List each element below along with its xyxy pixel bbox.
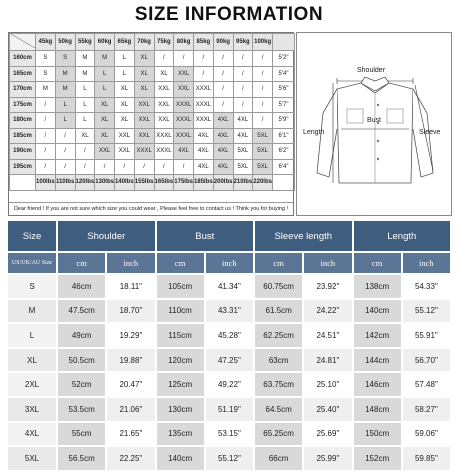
height-row [10, 97, 295, 113]
bust-cm-cell: 130cm [157, 398, 204, 421]
weight-lbs-cell: 155lbs [134, 175, 154, 191]
shoulder-cm-cell: 47.5cm [58, 300, 105, 323]
sleeve-in-cell: 25.99" [304, 447, 351, 470]
recommended-size-cell: XXL [174, 82, 194, 98]
recommended-size-cell: XXL [154, 113, 174, 129]
recommended-size-cell: L [75, 82, 95, 98]
weight-lbs-cell: 140lbs [115, 175, 135, 191]
recommended-size-cell: / [194, 51, 214, 67]
header-shoulder: Shoulder [58, 221, 155, 251]
recommended-size-cell: XL [134, 51, 154, 67]
recommended-size-cell: XL [134, 82, 154, 98]
sleeve-cm-cell: 66cm [255, 447, 302, 470]
weight-kg-header: 45kg [36, 34, 56, 51]
recommended-size-cell: M [55, 82, 75, 98]
recommended-size-cell: / [253, 97, 273, 113]
recommended-size-cell: M [75, 66, 95, 82]
recommended-size-cell: XL [95, 113, 115, 129]
recommended-size-cell: / [233, 97, 253, 113]
recommended-size-cell: 4XL [194, 144, 214, 160]
sleeve-in-cell: 24.22" [304, 300, 351, 323]
unit-cm: cm [354, 253, 401, 273]
recommended-size-cell: / [36, 144, 56, 160]
size-chart [6, 219, 452, 472]
bust-in-cell: 43.31" [206, 300, 253, 323]
contact-note: Dear friend ! If you are not sure which size you could wear , Please feel free to contact us ! Think you for buying ! [9, 202, 293, 215]
height-row [10, 82, 295, 98]
height-cell: 175cm [10, 97, 36, 113]
unit-inch: inch [107, 253, 154, 273]
header-bust: Bust [157, 221, 254, 251]
recommended-size-cell: L [55, 97, 75, 113]
unit-inch: inch [304, 253, 351, 273]
recommended-size-cell: / [194, 66, 214, 82]
blank-cell [10, 175, 36, 191]
recommended-size-cell: / [55, 128, 75, 144]
shoulder-label: Shoulder [357, 67, 386, 74]
recommended-size-cell: / [55, 159, 75, 175]
sleeve-cm-cell: 60.75cm [255, 275, 302, 298]
recommended-size-cell: 4XL [194, 128, 214, 144]
blank-cell [273, 175, 295, 191]
length-cm-cell: 148cm [354, 398, 401, 421]
recommended-size-cell: M [55, 66, 75, 82]
header-length: Length [354, 221, 451, 251]
recommended-size-cell: XXXL [194, 97, 214, 113]
bust-in-cell: 49.22" [206, 373, 253, 396]
recommended-size-cell: 4XL [213, 128, 233, 144]
weight-lbs-cell: 100lbs [36, 175, 56, 191]
weight-lbs-cell: 130lbs [95, 175, 115, 191]
height-row [10, 144, 295, 160]
shoulder-in-cell: 19.29" [107, 324, 154, 347]
recommended-size-cell: XXXL [154, 144, 174, 160]
shirt-drawing-icon [297, 33, 453, 217]
recommended-size-cell: / [233, 51, 253, 67]
weight-lbs-cell: 200lbs [213, 175, 233, 191]
recommended-size-cell: / [75, 159, 95, 175]
recommended-size-cell: L [95, 66, 115, 82]
header-sleeve: Sleeve length [255, 221, 352, 251]
weight-lbs-cell: 210lbs [233, 175, 253, 191]
recommended-size-cell: / [75, 144, 95, 160]
length-in-cell: 58.27" [403, 398, 450, 421]
recommended-size-cell: XXL [95, 144, 115, 160]
height-feet-cell: 6'4" [273, 159, 295, 175]
height-row [10, 51, 295, 67]
height-cell: 165cm [10, 66, 36, 82]
unit-cm: cm [255, 253, 302, 273]
recommended-size-cell: XL [115, 82, 135, 98]
bust-cm-cell: 135cm [157, 423, 204, 446]
recommended-size-cell: XXXL [174, 97, 194, 113]
recommended-size-cell: XXL [115, 144, 135, 160]
weight-kg-header: 90kg [213, 34, 233, 51]
recommended-size-cell: XXL [115, 128, 135, 144]
recommended-size-cell: XL [95, 128, 115, 144]
recommended-size-cell: / [55, 144, 75, 160]
unit-cm: cm [58, 253, 105, 273]
weight-lbs-cell: 185lbs [194, 175, 214, 191]
recommended-size-cell: M [95, 51, 115, 67]
recommended-size-cell: 4XL [233, 128, 253, 144]
recommended-size-cell: XL [115, 97, 135, 113]
weight-lbs-cell: 165lbs [154, 175, 174, 191]
length-cm-cell: 146cm [354, 373, 401, 396]
recommended-size-cell: S [36, 66, 56, 82]
shoulder-in-cell: 21.06" [107, 398, 154, 421]
height-row [10, 159, 295, 175]
height-row [10, 128, 295, 144]
height-cell: 180cm [10, 113, 36, 129]
recommended-size-cell: XXXL [174, 113, 194, 129]
size-label: 5XL [8, 447, 56, 470]
weight-height-table [8, 32, 294, 216]
recommended-size-cell: XL [95, 97, 115, 113]
recommended-size-cell: / [253, 66, 273, 82]
height-cell: 190cm [10, 144, 36, 160]
recommended-size-cell: XL [75, 128, 95, 144]
size-label: M [8, 300, 56, 323]
height-feet-cell: 6'1" [273, 128, 295, 144]
height-row [10, 113, 295, 129]
recommended-size-cell: 4XL [174, 144, 194, 160]
size-chart-units [8, 253, 450, 273]
size-row [8, 447, 450, 470]
bust-in-cell: 41.34" [206, 275, 253, 298]
length-in-cell: 55.91" [403, 324, 450, 347]
shirt-illustration [296, 32, 452, 216]
weight-kg-header: 80kg [174, 34, 194, 51]
recommended-size-cell: / [36, 159, 56, 175]
size-label: XL [8, 349, 56, 372]
size-row [8, 349, 450, 372]
weight-kg-header: 75kg [154, 34, 174, 51]
recommended-size-cell: L [75, 97, 95, 113]
recommended-size-cell: / [213, 82, 233, 98]
sleeve-in-cell: 25.69" [304, 423, 351, 446]
length-label: Length [303, 129, 325, 136]
page-title: SIZE INFORMATION [134, 4, 324, 25]
sleeve-cm-cell: 65.25cm [255, 423, 302, 446]
recommended-size-cell: 4XL [213, 144, 233, 160]
bust-in-cell: 45.28" [206, 324, 253, 347]
recommended-size-cell: / [134, 159, 154, 175]
recommended-size-cell: M [75, 51, 95, 67]
recommended-size-cell: / [253, 82, 273, 98]
shoulder-cm-cell: 46cm [58, 275, 105, 298]
weight-kg-header: 55kg [75, 34, 95, 51]
bust-cm-cell: 120cm [157, 349, 204, 372]
height-cell: 185cm [10, 128, 36, 144]
length-cm-cell: 142cm [354, 324, 401, 347]
recommended-size-cell: XXL [134, 97, 154, 113]
recommended-size-cell: 5XL [253, 128, 273, 144]
length-cm-cell: 138cm [354, 275, 401, 298]
sleeve-cm-cell: 61.5cm [255, 300, 302, 323]
recommended-size-cell: / [36, 128, 56, 144]
feet-header [273, 34, 295, 51]
sleeve-in-cell: 24.81" [304, 349, 351, 372]
bust-in-cell: 53.15" [206, 423, 253, 446]
height-feet-cell: 5'6" [273, 82, 295, 98]
recommended-size-cell: XXL [154, 97, 174, 113]
size-row [8, 300, 450, 323]
weight-kg-header: 100kg [253, 34, 273, 51]
size-label: 4XL [8, 423, 56, 446]
recommended-size-cell: M [36, 82, 56, 98]
shoulder-in-cell: 19.88" [107, 349, 154, 372]
bust-cm-cell: 125cm [157, 373, 204, 396]
length-in-cell: 55.12" [403, 300, 450, 323]
height-feet-cell: 5'4" [273, 66, 295, 82]
header-size: Size [8, 221, 56, 251]
recommended-size-cell: S [55, 51, 75, 67]
recommended-size-cell: 4XL [213, 159, 233, 175]
length-in-cell: 57.48" [403, 373, 450, 396]
recommended-size-cell: 4XL [233, 113, 253, 129]
recommended-size-cell: 5XL [233, 159, 253, 175]
weight-kg-header: 85kg [194, 34, 214, 51]
bust-label: Bust [367, 117, 382, 124]
size-label: 3XL [8, 398, 56, 421]
sleeve-cm-cell: 62.25cm [255, 324, 302, 347]
weight-lbs-cell: 175lbs [174, 175, 194, 191]
recommended-size-cell: XXXL [174, 128, 194, 144]
recommended-size-cell: / [174, 51, 194, 67]
unit-inch: inch [403, 253, 450, 273]
recommended-size-cell: / [174, 159, 194, 175]
size-row [8, 275, 450, 298]
weight-kg-header: 60kg [95, 34, 115, 51]
size-row [8, 324, 450, 347]
recommended-size-cell: 5XL [253, 144, 273, 160]
size-chart-header [8, 221, 450, 251]
size-systems: US/UK/AU Size [8, 253, 56, 273]
shoulder-in-cell: 21.65" [107, 423, 154, 446]
bust-cm-cell: 140cm [157, 447, 204, 470]
shoulder-in-cell: 18.70" [107, 300, 154, 323]
sleeve-in-cell: 25.10" [304, 373, 351, 396]
shoulder-cm-cell: 56.5cm [58, 447, 105, 470]
shoulder-cm-cell: 52cm [58, 373, 105, 396]
height-row [10, 66, 295, 82]
recommended-size-cell: / [233, 82, 253, 98]
recommended-size-cell: XXXL [194, 82, 214, 98]
shoulder-cm-cell: 55cm [58, 423, 105, 446]
recommended-size-cell: XL [115, 113, 135, 129]
recommended-size-cell: XXL [154, 82, 174, 98]
recommended-size-cell: L [115, 66, 135, 82]
length-cm-cell: 144cm [354, 349, 401, 372]
weight-kg-header: 70kg [134, 34, 154, 51]
height-cell: 160cm [10, 51, 36, 67]
recommended-size-cell: XXXL [194, 113, 214, 129]
recommended-size-cell: 5XL [253, 159, 273, 175]
recommended-size-cell: 4XL [213, 113, 233, 129]
recommended-size-cell: L [95, 82, 115, 98]
size-row [8, 423, 450, 446]
recommended-size-cell: / [36, 113, 56, 129]
weight-header-row [10, 34, 295, 51]
recommended-size-cell: XXL [174, 66, 194, 82]
recommended-size-cell: XXXL [134, 144, 154, 160]
recommended-size-cell: / [115, 159, 135, 175]
sleeve-in-cell: 24.51" [304, 324, 351, 347]
weight-kg-header: 50kg [55, 34, 75, 51]
weight-lbs-cell: 120lbs [75, 175, 95, 191]
recommended-size-cell: / [213, 51, 233, 67]
recommended-size-cell: L [55, 113, 75, 129]
shoulder-cm-cell: 53.5cm [58, 398, 105, 421]
weight-kg-header: 95kg [233, 34, 253, 51]
recommended-size-cell: S [36, 51, 56, 67]
size-row [8, 398, 450, 421]
recommended-size-cell: / [213, 66, 233, 82]
recommended-size-cell: XL [134, 66, 154, 82]
length-cm-cell: 150cm [354, 423, 401, 446]
height-feet-cell: 5'9" [273, 113, 295, 129]
length-in-cell: 56.70" [403, 349, 450, 372]
weight-lbs-cell: 220lbs [253, 175, 273, 191]
sleeve-in-cell: 23.92" [304, 275, 351, 298]
height-feet-cell: 6'2" [273, 144, 295, 160]
recommended-size-cell: L [75, 113, 95, 129]
recommended-size-cell: XXL [134, 128, 154, 144]
size-row [8, 373, 450, 396]
height-feet-cell: 5'7" [273, 97, 295, 113]
shoulder-cm-cell: 50.5cm [58, 349, 105, 372]
shoulder-in-cell: 18.11" [107, 275, 154, 298]
weight-lbs-cell: 110lbs [55, 175, 75, 191]
recommended-size-cell: XL [154, 66, 174, 82]
length-cm-cell: 152cm [354, 447, 401, 470]
recommended-size-cell: XXXL [154, 128, 174, 144]
recommended-size-cell: / [213, 97, 233, 113]
bust-in-cell: 47.25" [206, 349, 253, 372]
size-label: L [8, 324, 56, 347]
height-feet-cell: 5'2" [273, 51, 295, 67]
bust-cm-cell: 115cm [157, 324, 204, 347]
bust-cm-cell: 105cm [157, 275, 204, 298]
shoulder-in-cell: 22.25" [107, 447, 154, 470]
sleeve-label: Sleeve [419, 129, 441, 136]
sleeve-in-cell: 25.40" [304, 398, 351, 421]
recommended-size-cell: 4XL [194, 159, 214, 175]
sleeve-cm-cell: 64.5cm [255, 398, 302, 421]
size-label: S [8, 275, 56, 298]
bust-cm-cell: 110cm [157, 300, 204, 323]
shoulder-cm-cell: 49cm [58, 324, 105, 347]
height-cell: 170cm [10, 82, 36, 98]
recommended-size-cell: L [115, 51, 135, 67]
weight-kg-header: 65kg [115, 34, 135, 51]
unit-inch: inch [206, 253, 253, 273]
size-label: 2XL [8, 373, 56, 396]
bust-in-cell: 55.12" [206, 447, 253, 470]
recommended-size-cell: / [253, 51, 273, 67]
recommended-size-cell: 5XL [233, 144, 253, 160]
recommended-size-cell: XXL [134, 113, 154, 129]
height-cell: 195cm [10, 159, 36, 175]
length-in-cell: 54.33" [403, 275, 450, 298]
diagonal-icon [11, 34, 35, 48]
sleeve-cm-cell: 63cm [255, 349, 302, 372]
weight-lbs-row [10, 175, 295, 191]
recommended-size-cell: / [154, 159, 174, 175]
length-cm-cell: 140cm [354, 300, 401, 323]
shoulder-in-cell: 20.47" [107, 373, 154, 396]
length-in-cell: 59.85" [403, 447, 450, 470]
recommended-size-cell: / [154, 51, 174, 67]
bust-in-cell: 51.19" [206, 398, 253, 421]
length-in-cell: 59.06" [403, 423, 450, 446]
recommended-size-cell: / [253, 113, 273, 129]
recommended-size-cell: / [95, 159, 115, 175]
recommended-size-cell: / [36, 97, 56, 113]
sleeve-cm-cell: 63.75cm [255, 373, 302, 396]
recommended-size-cell: / [233, 66, 253, 82]
unit-cm: cm [157, 253, 204, 273]
corner-cell [10, 34, 36, 51]
